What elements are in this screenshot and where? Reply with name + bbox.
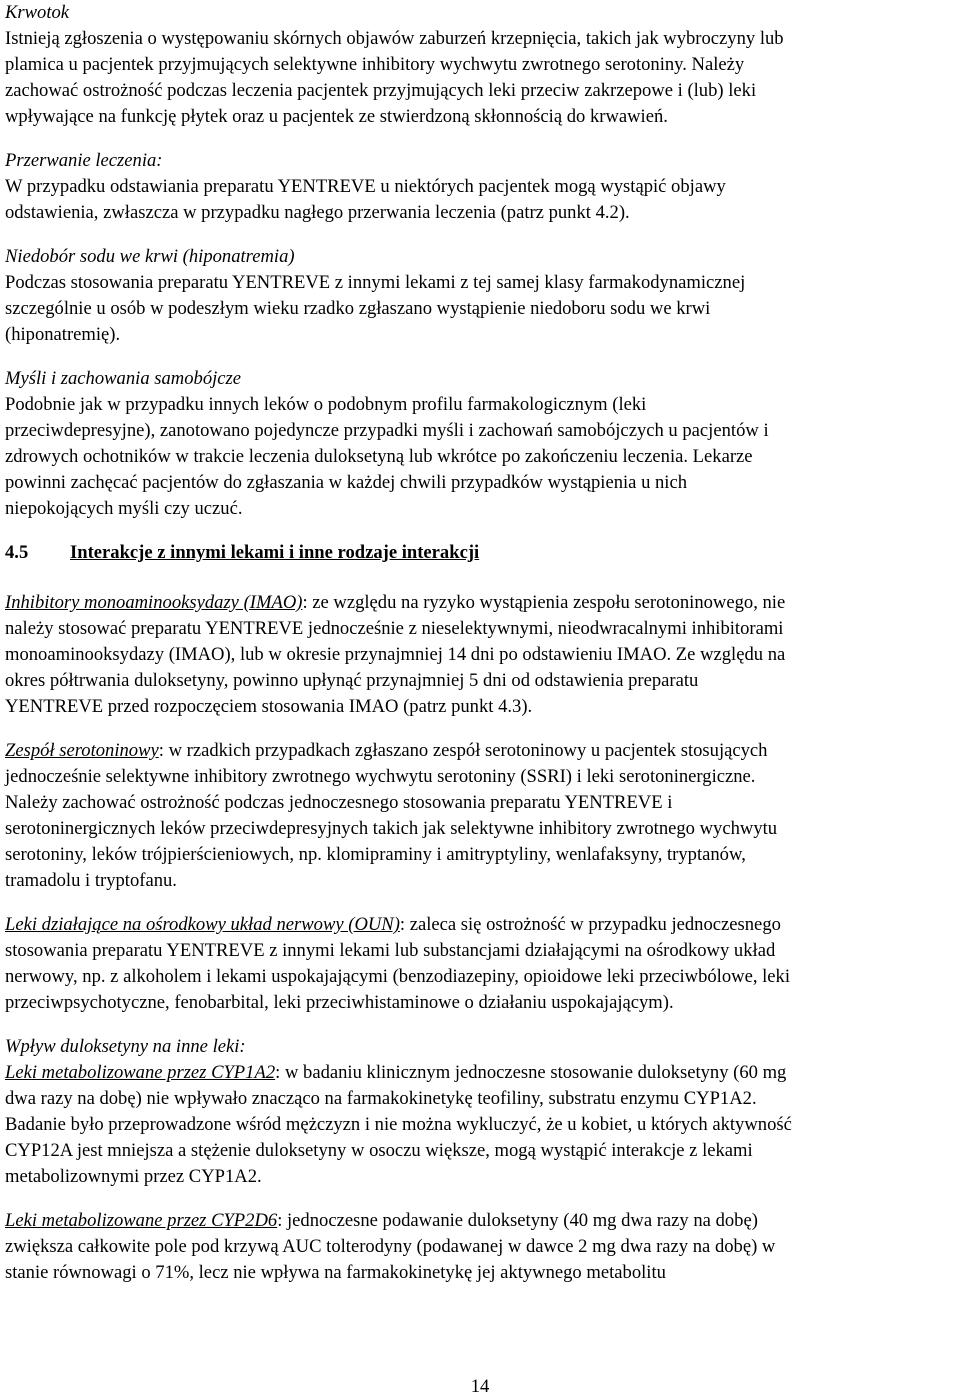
text-fragment: : w rzadkich przypadkach zgłaszano zespół serotoninowy u pacjentek stosujących (158, 740, 768, 761)
text-line: plamica u pacjentek przyjmujących selektywne inhibitory wychwytu zwrotnego serotoniny. Należy (5, 54, 745, 75)
text-line: Istnieją zgłoszenia o występowaniu skórnych objawów zaburzeń krzepnięcia, takich jak wybroczyny lub (5, 28, 784, 49)
cyp2d6-label: Leki metabolizowane przez CYP2D6 (5, 1210, 278, 1231)
text-line: metabolizownymi przez CYP1A2. (5, 1166, 262, 1187)
text-line: szczególnie u osób w podeszłym wieku rzadko zgłaszano wystąpienie niedoboru sodu we krwi (5, 298, 711, 319)
serotonin-syndrome-label: Zespół serotoninowy (5, 740, 159, 761)
text-line: Należy zachować ostrożność podczas jednoczesnego stosowania preparatu YENTREVE i (5, 792, 673, 813)
maoi-label: Inhibitory monoaminooksydazy (IMAO) (5, 592, 303, 613)
text-line: serotoniny, leków trójpierścieniowych, np. klomipraminy i amitryptyliny, wenlafaksyny, tryptanów, (5, 844, 746, 865)
text-fragment: : zaleca się ostrożność w przypadku jednoczesnego (399, 914, 781, 935)
page-number: 14 (470, 1376, 490, 1397)
section-bleeding (5, 0, 953, 130)
text-line: YENTREVE przed rozpoczęciem stosowania IMAO (patrz punkt 4.3). (5, 696, 533, 717)
text-line: serotoninergicznych leków przeciwdepresyjnych takich jak selektywne inhibitory zwrotnego wychwytu (5, 818, 778, 839)
text-line: zdrowych ochotników w trakcie leczenia duloksetyną lub wkrótce po zakończeniu leczenia. Lekarze (5, 446, 753, 467)
text-line: niepokojących myśli czy uczuć. (5, 498, 243, 519)
text-fragment: : jednoczesne podawanie duloksetyny (40 mg dwa razy na dobę) (277, 1210, 758, 1231)
section-number: 4.5 (5, 542, 29, 563)
section-suicide (5, 366, 953, 522)
document-page (5, 0, 953, 1304)
text-line: stanie równowagi o 71%, lecz nie wpływa na farmakokinetykę jej aktywnego metabolitu (5, 1262, 666, 1283)
text-fragment: : ze względu na ryzyko wystąpienia zespołu serotoninowego, nie (302, 592, 786, 613)
text-line: zwiększa całkowite pole pod krzywą AUC tolterodyny (podawanej w dawce 2 mg dwa razy na dobę) w (5, 1236, 776, 1257)
text-line: okres półtrwania duloksetyny, powinno upłynąć przynajmniej 5 dni od odstawienia preparatu (5, 670, 699, 691)
section-discontinuation (5, 148, 953, 226)
section-hyponatremia (5, 244, 953, 348)
cyp1a2-label: Leki metabolizowane przez CYP1A2 (5, 1062, 276, 1083)
text-line: przeciwdepresyjne), zanotowano pojedyncze przypadki myśli i zachowań samobójczych u pacjentów i (5, 420, 769, 441)
text-line: stosowania preparatu YENTREVE z innymi lekami lub substancjami działającymi na ośrodkowy układ (5, 940, 776, 961)
paragraph-cyp2d6 (5, 1208, 953, 1286)
section-suicide-title: Myśli i zachowania samobójcze (5, 368, 242, 389)
text-line: CYP12A jest mniejsza a stężenie duloksetyny w osoczu większe, mogą wystąpić interakcje z lekami (5, 1140, 753, 1161)
text-line: zachować ostrożność podczas leczenia pacjentek przyjmujących leki przeciw zakrzepowe i (lub) leki (5, 80, 757, 101)
effect-on-others-title: Wpływ duloksetyny na inne leki: (5, 1036, 246, 1057)
paragraph-maoi (5, 590, 953, 720)
text-line: Podobnie jak w przypadku innych leków o podobnym profilu farmakologicznym (leki (5, 394, 647, 415)
section-hyponatremia-title: Niedobór sodu we krwi (hiponatremia) (5, 246, 295, 267)
text-line: należy stosować preparatu YENTREVE jednocześnie z nieselektywnymi, nieodwracalnymi inhibitorami (5, 618, 784, 639)
text-line: nerwowy, np. z alkoholem i lekami uspokajającymi (benzodiazepiny, opioidowe leki przeciwbólowe, leki (5, 966, 790, 987)
text-line: W przypadku odstawiania preparatu YENTREVE u niektórych pacjentek mogą wystąpić objawy (5, 176, 726, 197)
text-line: odstawienia, zwłaszcza w przypadku nagłego przerwania leczenia (patrz punkt 4.2). (5, 202, 630, 223)
text-line: Badanie było przeprowadzone wśród mężczyzn i nie można wykluczyć, że u kobiet, u których aktywność (5, 1114, 792, 1135)
text-line: dwa razy na dobę) nie wpływało znacząco na farmakokinetykę teofiliny, substratu enzymu CYP1A2. (5, 1088, 757, 1109)
text-line: powinni zachęcać pacjentów do zgłaszania w każdej chwili przypadków wystąpienia u nich (5, 472, 688, 493)
text-line: (hiponatremię). (5, 324, 121, 345)
paragraph-cns (5, 912, 953, 1016)
text-line: jednocześnie selektywne inhibitory zwrotnego wychwytu serotoniny (SSRI) i leki serotoninergiczne. (5, 766, 756, 787)
text-line: wpływające na funkcję płytek oraz u pacjentek ze stwierdzoną skłonnością do krwawień. (5, 106, 668, 127)
text-line: przeciwpsychotyczne, fenobarbital, leki przeciwhistaminowe o działaniu uspokajającym). (5, 992, 674, 1013)
section-discontinuation-title: Przerwanie leczenia: (5, 150, 163, 171)
section-bleeding-title: Krwotok (5, 2, 70, 23)
text-line: Podczas stosowania preparatu YENTREVE z innymi lekami z tej samej klasy farmakodynamicznej (5, 272, 746, 293)
paragraph-effect-on-others (5, 1034, 953, 1190)
cns-label: Leki działające na ośrodkowy układ nerwowy (OUN) (5, 914, 400, 935)
text-fragment: : w badaniu klinicznym jednoczesne stosowanie duloksetyny (60 mg (275, 1062, 787, 1083)
paragraph-serotonin-syndrome (5, 738, 953, 894)
text-line: monoaminooksydazy (IMAO), lub w okresie przynajmniej 14 dni po odstawieniu IMAO. Ze względu na (5, 644, 786, 665)
section-heading-title: Interakcje z innymi lekami i inne rodzaje interakcji (70, 542, 480, 563)
section-heading-4-5 (5, 540, 953, 566)
text-line: tramadolu i tryptofanu. (5, 870, 177, 891)
